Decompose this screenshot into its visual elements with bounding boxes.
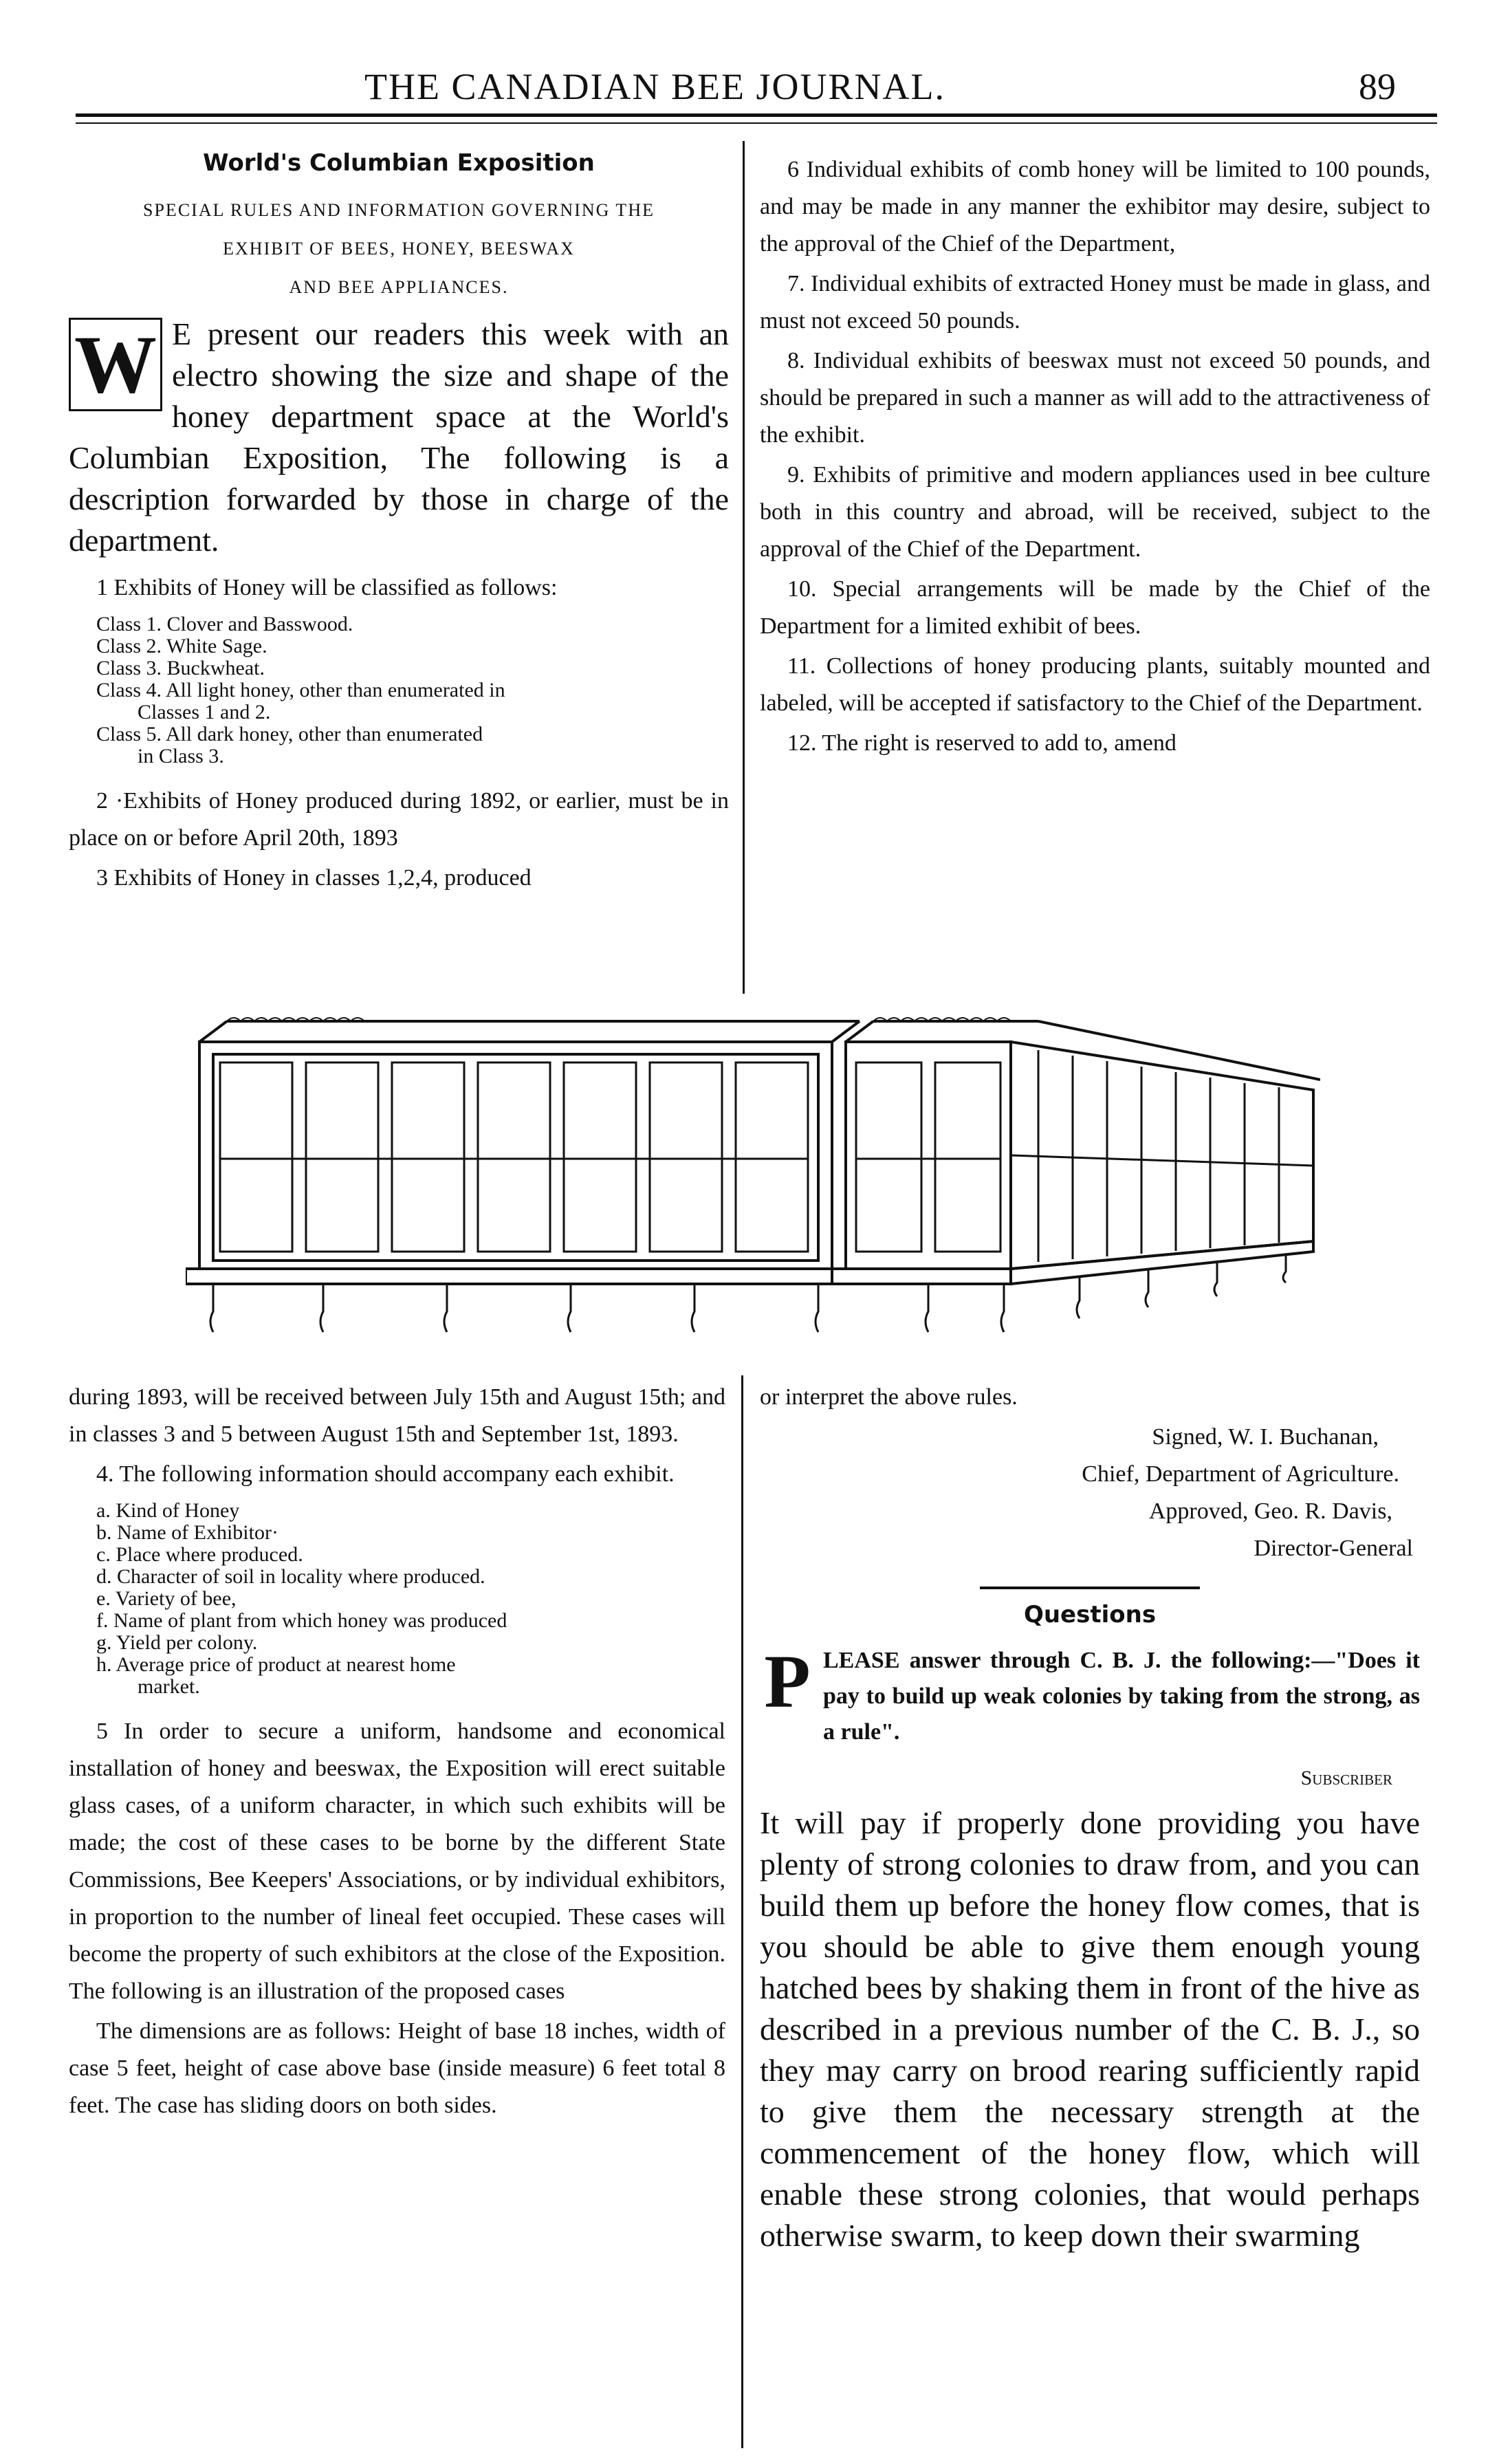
subscriber-signoff: Subscriber <box>1300 1767 1392 1789</box>
left-column-bottom <box>69 1379 725 2127</box>
info-item: f. Name of plant from which honey was produced <box>96 1609 507 1632</box>
rule-4: 4. The following information should accompany each exhibit. <box>96 1461 675 1487</box>
class-item: Class 2. White Sage. <box>96 635 267 657</box>
rule-1: 1 Exhibits of Honey will be classified as follows: <box>96 575 558 600</box>
right-column-top <box>760 151 1430 765</box>
question-paragraph <box>760 1639 1420 1750</box>
rule-11: 11. Collections of honey producing plants, suitably mounted and labeled, will be accepted if satisfactory to the Chief of the Department. <box>760 653 1430 716</box>
info-item: a. Kind of Honey <box>96 1499 240 1522</box>
left-column-top <box>69 144 729 900</box>
page-header <box>69 65 1437 120</box>
answer-paragraph: It will pay if properly done providing you have plenty of strong colonies to draw from, and you can build them up before the honey flow comes, that is you should be able to give them enough young hatched bees by shaking them in front of the hive as described in a previous number of the C. B. J., so they may carry on brood rearing sufficiently rapid to give them the necessary strength at the commencement of the honey flow, which will enable these strong colonies, that would perhaps otherwise swarm, to keep down their swarming <box>760 1805 1420 2253</box>
ornament-divider <box>980 1587 1200 1589</box>
question-text: LEASE answer through C. B. J. the following:—"Does it pay to build up weak colonies by taking from the strong, as a rule". <box>823 1648 1420 1745</box>
rule-5: 5 In order to secure a uniform, handsome and economical installation of honey and beeswax, the Exposition will erect suitable glass cases, of a uniform character, in which such exhibits will be made; the cost of these cases to be borne by the different State Commissions, Bee Keepers' Associations, or by individual exhibitors, in proportion to the number of lineal feet occupied. These cases will become the property of such exhibitors at the close of the Exposition. The following is an illustration of the proposed cases <box>69 1719 725 2004</box>
info-item: g. Yield per colony. <box>96 1631 258 1654</box>
rule-7: 7. Individual exhibits of extracted Honey must be made in glass, and must not exceed 50 pounds. <box>760 271 1430 334</box>
signature-block <box>760 1419 1420 1567</box>
header-rule-thin <box>76 122 1437 124</box>
signature-line: Signed, W. I. Buchanan, <box>1152 1424 1379 1450</box>
class-item: Class 4. All light honey, other than enumerated in <box>96 679 505 701</box>
info-item: h. Average price of product at nearest home <box>96 1653 456 1676</box>
honey-case-illustration <box>186 1014 1320 1344</box>
section-subtitle <box>69 191 729 307</box>
info-item: e. Variety of bee, <box>96 1587 237 1610</box>
signature-line: Approved, Geo. R. Davis, <box>1148 1498 1392 1524</box>
class-item: Class 1. Clover and Basswood. <box>96 613 353 635</box>
header-rule-thick <box>76 113 1437 117</box>
rule-2: 2 ·Exhibits of Honey produced during 1892, or earlier, must be in place on or before April 20th, 1893 <box>69 788 729 851</box>
signature-line: Director-General <box>1254 1536 1413 1561</box>
class-item: Class 3. Buckwheat. <box>96 657 265 679</box>
journal-title: THE CANADIAN BEE JOURNAL. <box>364 66 945 107</box>
info-item: d. Character of soil in locality where produced. <box>96 1565 485 1588</box>
signature-line: Chief, Department of Agriculture. <box>1082 1461 1399 1487</box>
right-column-bottom <box>760 1379 1420 2256</box>
subtitle-line: SPECIAL RULES AND INFORMATION GOVERNING THE <box>143 200 655 220</box>
intro-paragraph <box>69 314 729 561</box>
info-item: b. Name of Exhibitor· <box>96 1521 278 1544</box>
rule-3-continued: during 1893, will be received between July 15th and August 15th; and in classes 3 and 5 between August 15th and September 1st, 1893. <box>69 1384 725 1447</box>
info-item-cont: market. <box>138 1675 200 1698</box>
page-number: 89 <box>1359 66 1396 107</box>
case-dimensions: The dimensions are as follows: Height of base 18 inches, width of case 5 feet, height of case above base (inside measure) 6 feet total 8 feet. The case has sliding doors on both sides. <box>69 2018 725 2118</box>
honey-classes-list <box>96 613 729 767</box>
dropcap-p: P <box>764 1639 811 1723</box>
rule-12-continued: or interpret the above rules. <box>760 1384 1018 1410</box>
info-item: c. Place where produced. <box>96 1543 303 1566</box>
class-item-cont: Classes 1 and 2. <box>138 701 271 723</box>
class-item-cont: in Class 3. <box>138 745 224 767</box>
subtitle-line: AND BEE APPLIANCES. <box>289 277 509 297</box>
column-divider-bottom <box>741 1375 743 2448</box>
rule-3-start: 3 Exhibits of Honey in classes 1,2,4, produced <box>96 865 532 891</box>
subtitle-line: EXHIBIT OF BEES, HONEY, BEESWAX <box>223 239 575 259</box>
rule-8: 8. Individual exhibits of beeswax must not exceed 50 pounds, and should be prepared in such a manner as will add to the attractiveness of the exhibit. <box>760 348 1430 448</box>
column-divider-top <box>743 141 745 994</box>
rule-6: 6 Individual exhibits of comb honey will be limited to 100 pounds, and may be made in any manner the exhibitor may desire, subject to the approval of the Chief of the Department, <box>760 157 1430 257</box>
questions-title: Questions <box>1023 1601 1157 1628</box>
exhibit-info-list <box>96 1500 725 1698</box>
rule-10: 10. Special arrangements will be made by the Chief of the Department for a limited exhibit of bees. <box>760 576 1430 639</box>
section-title: World's Columbian Exposition <box>203 149 595 177</box>
class-item: Class 5. All dark honey, other than enumerated <box>96 723 483 745</box>
dropcap-w: W <box>69 318 162 411</box>
rule-12-start: 12. The right is reserved to add to, amend <box>787 730 1177 756</box>
intro-text: E present our readers this week with an electro showing the size and shape of the honey department space at the World's Columbian Exposition, The following is a description forwarded by those in charge of the department. <box>69 316 729 558</box>
rule-9: 9. Exhibits of primitive and modern appliances used in bee culture both in this country and abroad, will be received, subject to the approval of the Chief of the Department. <box>760 462 1430 562</box>
